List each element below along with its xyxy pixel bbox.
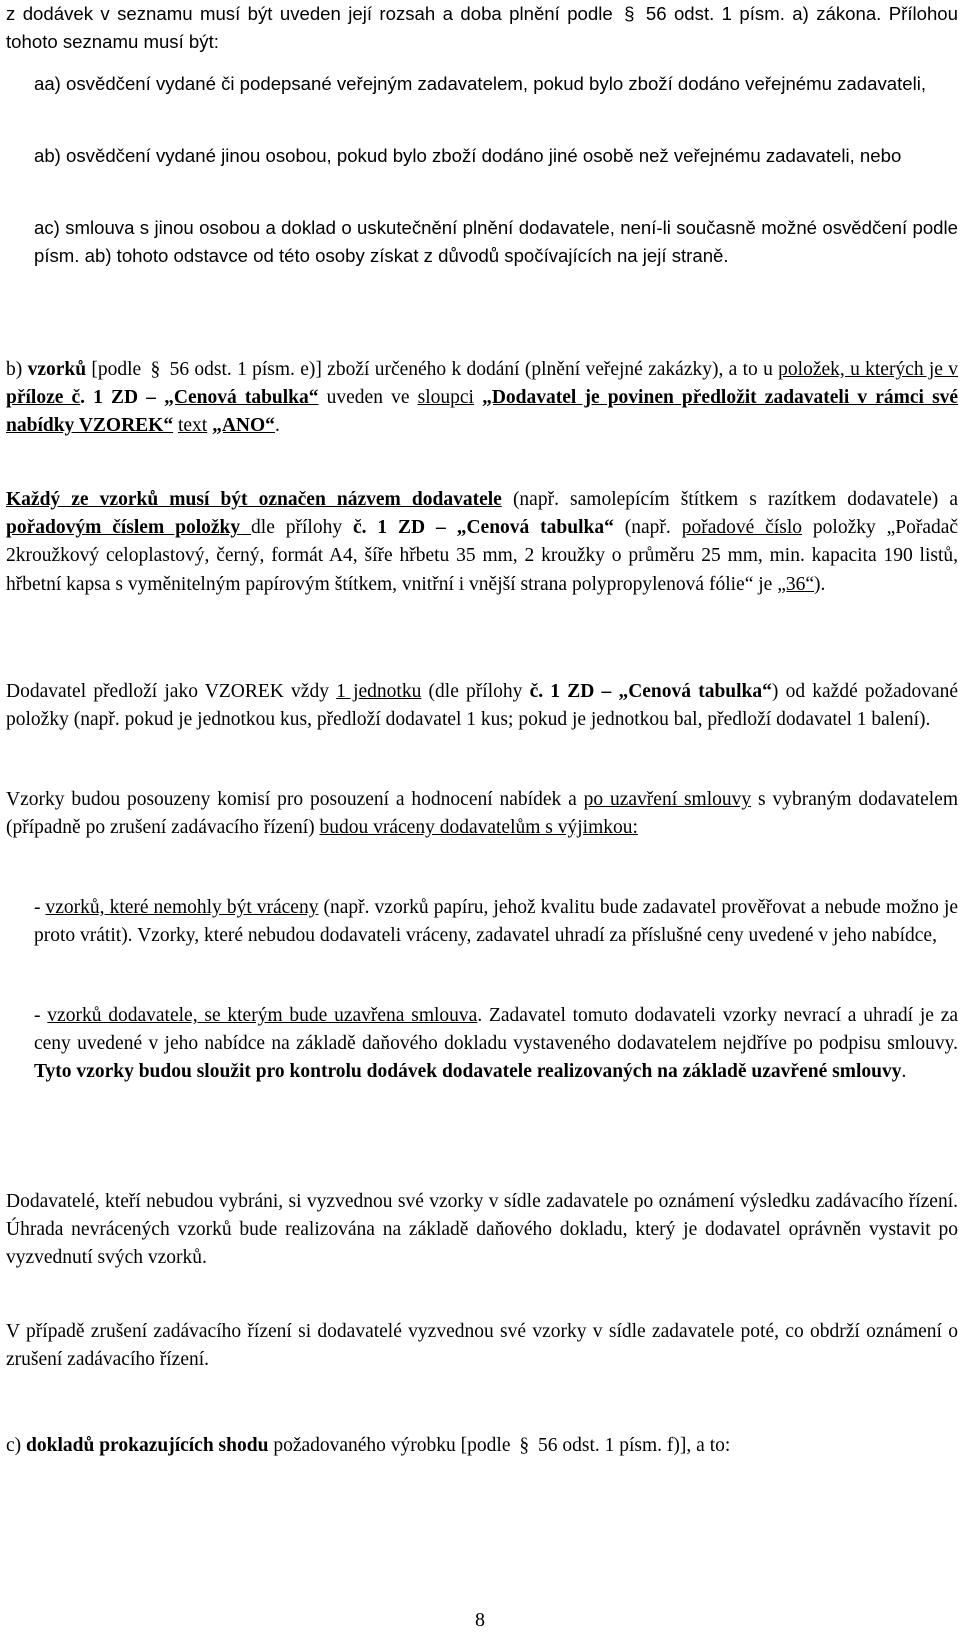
- underlined-text: po uzavření smlouvy: [583, 789, 752, 810]
- paragraph-evaluation: [6, 786, 958, 842]
- text: dle přílohy: [251, 517, 343, 539]
- text: Dodavatelé, kteří nebudou vybráni, si vyzvednou své vzorky v sídle zadavatele po oznámení výsledku zadávacího řízení. Úhrada nevrácených vzorků bude realizována na základě daňového dokladu, který je dodavatel oprávněn vystavit po vyzvednutí svých vzorků.: [6, 1191, 958, 1269]
- bold-term: vzorků: [27, 359, 87, 380]
- text: z dodávek v seznamu musí být uveden její rozsah a doba plnění podle: [6, 3, 613, 24]
- underlined-text: 1 jednotku: [336, 681, 422, 702]
- bold-underlined-text: „ANO“: [212, 415, 275, 437]
- text: požadovaného výrobku [podle: [273, 1435, 511, 1456]
- text: V případě zrušení zadávacího řízení si dodavatelé vyzvednou své vzorky v sídle zadavatele poté, co obdrží oznámení o zrušení zadávacího řízení.: [6, 1321, 958, 1371]
- text: ) od každé požadované položky (např. pokud je jednotkou kus, předloží dodavatel 1 kus; pokud je jednotkou bal, předloží dodavatel 1 balení).: [6, 681, 959, 731]
- paragraph-intro: [6, 0, 958, 56]
- text: uveden ve: [326, 387, 410, 409]
- dash: –: [146, 387, 156, 409]
- text: s vybraným dodavatelem (případně po zrušení zadávacího řízení): [6, 789, 958, 839]
- underlined-text: text: [177, 415, 208, 437]
- bold-underlined-text: pořadovým číslem položky: [6, 517, 241, 539]
- list-marker: b): [6, 359, 23, 380]
- bold-underlined-text: příloze č: [6, 387, 81, 409]
- item-ac: [34, 214, 958, 270]
- text: položky „Pořadač 2kroužkový celoplastový, černý, formát A4, šíře hřbetu 35 mm, 2 kroužky o průměru 25 mm, min. kapacita 190 listů, hřbetní kapsa s vyměnitelným papírovým štítkem, vnitřní i vnější strana polypropylenová fólie“ je: [6, 517, 959, 595]
- bold-text: č. 1 ZD: [529, 681, 595, 702]
- text: ab) osvědčení vydané jinou osobou, pokud bylo zboží dodáno jiné osobě než veřejnému zadavateli, nebo: [34, 145, 902, 166]
- bold-text: „Cenová tabulka“: [618, 681, 772, 702]
- list-marker: c): [6, 1435, 22, 1456]
- text: (např.: [624, 517, 671, 539]
- list-marker: -: [34, 1005, 41, 1026]
- item-aa: [34, 70, 958, 98]
- section-sign: §: [150, 359, 161, 380]
- bold-text: č. 1 ZD: [352, 517, 426, 539]
- bold-text: Tyto vzorky budou sloužit pro kontrolu dodávek dodavatele realizovaných na základě uzavřené smlouvy: [34, 1061, 902, 1083]
- text: . Zadavatel tomuto dodavateli vzorky nevrací a uhradí je za ceny uvedené v jeho nabídce na základě daňového dokladu vystaveného dodavatelem nejdříve po podpisu smlouvy.: [34, 1005, 959, 1055]
- text: 56 odst. 1 písm. a) zákona. Přílohou tohoto seznamu musí být:: [6, 3, 958, 53]
- text: aa) osvědčení vydané či podepsané veřejným zadavatelem, pokud bylo zboží dodáno veřejnému zadavateli,: [34, 73, 927, 94]
- underlined-text: „36“: [777, 573, 814, 595]
- bold-text: „Cenová tabulka“: [456, 517, 614, 539]
- paragraph-one-unit: [6, 678, 958, 734]
- bold-underlined-text: „Cenová tabulka“: [164, 387, 319, 409]
- bold-underlined-text: „Dodavatel je povinen předložit zadavateli v rámci své nabídky VZOREK“: [6, 387, 959, 437]
- dash: –: [601, 681, 612, 702]
- section-sign: §: [624, 3, 635, 24]
- paragraph-b-vzorky: [6, 356, 958, 441]
- section-sign: §: [519, 1435, 530, 1456]
- paragraph-cancellation: [6, 1318, 958, 1374]
- exception-item-2: [34, 1002, 958, 1087]
- text: .: [901, 1061, 907, 1083]
- bold-underlined-text: Každý ze vzorků musí být označen názvem dodavatele: [6, 489, 502, 510]
- underlined-text: vzorků, které nemohly být vráceny: [45, 897, 319, 918]
- underlined-text: vzorků dodavatele, se kterým bude uzavřena smlouva: [47, 1005, 478, 1026]
- text: [podle: [91, 359, 142, 380]
- underlined-text: položek, u kterých je v: [778, 359, 959, 380]
- dash: –: [436, 517, 446, 539]
- bold-term: dokladů prokazujících shodu: [26, 1435, 269, 1456]
- page-number: 8: [475, 1609, 485, 1631]
- underlined-text: sloupci: [417, 387, 474, 409]
- text: Vzorky budou posouzeny komisí pro posouzení a hodnocení nabídek a: [6, 789, 577, 810]
- underlined-text: pořadové číslo: [681, 517, 802, 539]
- text: 56 odst. 1 písm. e)] zboží určeného k dodání (plnění veřejné zakázky), a to u: [169, 359, 773, 380]
- bold-text: . 1 ZD: [80, 387, 139, 409]
- text: (např. samolepícím štítkem s razítkem dodavatele) a: [512, 489, 959, 510]
- text: .: [274, 415, 280, 437]
- paragraph-c-documents: [6, 1432, 958, 1460]
- paragraph-labeling: [6, 486, 958, 599]
- text: (dle přílohy: [428, 681, 523, 702]
- text: ab) tohoto odstavce od této osoby získat z důvodů spočívajících na její straně.: [84, 245, 729, 267]
- underlined-space: [240, 517, 251, 538]
- list-marker: -: [34, 897, 41, 918]
- text: ac) smlouva s jinou osobou a doklad o uskutečnění plnění dodavatele, není-li současně možné osvědčení podle písm.: [34, 217, 958, 267]
- underlined-text: budou vráceny dodavatelům s výjimkou:: [319, 817, 638, 839]
- text: ).: [814, 573, 826, 595]
- exception-item-1: [34, 894, 958, 950]
- item-ab: [34, 142, 958, 170]
- text: Dodavatel předloží jako VZOREK vždy: [6, 681, 329, 702]
- text: (např. vzorků papíru, jehož kvalitu bude zadavatel prověřovat a nebude možno je proto vrátit). Vzorky, které nebudou dodavateli vráceny, zadavatel uhradí za příslušné ceny uvedené v jeho nabídce,: [34, 897, 959, 947]
- paragraph-not-selected: [6, 1188, 958, 1273]
- text: 56 odst. 1 písm. f)], a to:: [538, 1435, 731, 1456]
